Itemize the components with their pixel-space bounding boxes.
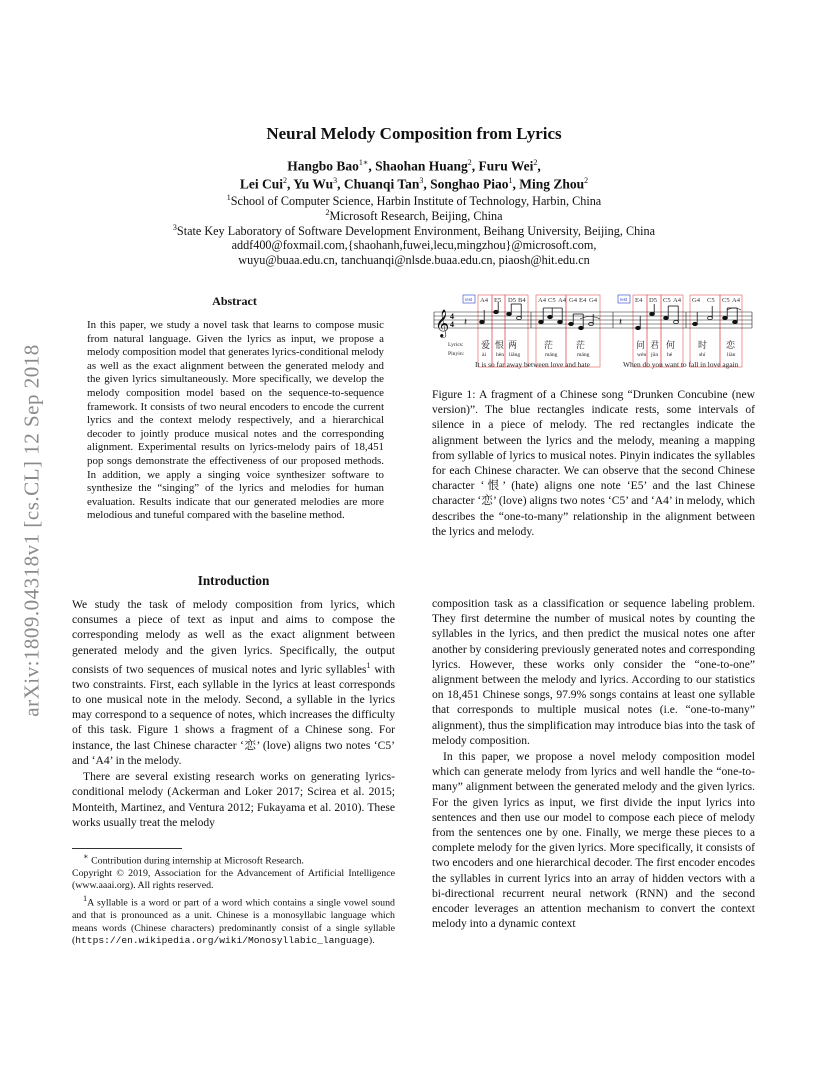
author-affiliation-mark: 2 <box>467 158 472 167</box>
lyric-character: 恋 <box>726 341 736 351</box>
note-label: A4 <box>538 297 547 304</box>
note-label: A4 <box>732 297 741 304</box>
translation-2: When do you want to fall in love again <box>623 360 739 369</box>
footnote-ref-1[interactable]: 1 <box>366 660 371 670</box>
translation-1: It is so far away between love and hate <box>475 360 590 369</box>
time-signature-bottom: 4 <box>450 320 454 329</box>
authors-line-1: Hangbo Bao$^{1∗}$, Shaohan Huang$^2$, Furu Wei$^2$, <box>287 158 541 174</box>
rest-label-1: rest <box>465 297 472 302</box>
lyrics-label: Lyrics: <box>448 342 464 348</box>
lyric-character: 恨 <box>495 341 505 351</box>
left-column-text <box>72 597 395 831</box>
intro-paragraph-2: There are several existing research works on generating lyrics-conditional melody (Ackerman and Loker 2017; Scirea et al. 2015; Monteith, Martinez, and Ventura 2012; Fukayama et al. 2010). These works usually treat the melody <box>72 770 395 829</box>
note-label: C5 <box>663 297 671 304</box>
intro-paragraph-3: composition task as a classification or sequence labeling problem. They first determine the number of musical notes by counting the syllables in the lyrics, and then predict the musical notes one after another by considering previously generated notes and corresponding lyrics. However, these works only consider the “one-to-one” alignment between the melody and lyrics. According to our statistics on 18,451 Chinese songs, 97.9% songs contains at least one syllable that corresponds to multiple musical notes (i.e. “one-to-many” alignment), thus the simplification may introduce bias into the task of melody composition. <box>432 597 755 747</box>
note-labels-group-2 <box>635 297 741 304</box>
pinyin-syllable: shí <box>699 352 706 358</box>
lyric-character: 茫 <box>576 341 586 351</box>
copyright-notice: Copyright © 2019, Association for the Advancement of Artificial Intelligence (www.aaai.org). All rights reserved. <box>72 867 395 892</box>
right-column-text <box>432 596 755 932</box>
note-label: E4 <box>579 297 587 304</box>
arxiv-id-text: arXiv:1809.04318v1 [cs.CL] 12 Sep 2018 <box>19 343 44 717</box>
pinyin-label: Pinyin: <box>448 351 465 357</box>
note-label: C5 <box>548 297 556 304</box>
lyric-character: 问 <box>636 341 646 351</box>
author-affiliation-mark: 3 <box>333 176 338 185</box>
figure-1 <box>430 292 760 374</box>
pinyin-syllable: liǎng <box>509 352 521 358</box>
pinyin-syllable: hé <box>667 352 673 358</box>
note-label: A4 <box>480 297 489 304</box>
intro-paragraph-4: In this paper, we propose a novel melody composition model which can generate melody from lyrics and well handle the “one-to-many” alignment between the generated melody and the given lyrics. For the given lyrics as input, we first divide the input lyrics into sentences and then use our model to compose each piece of melody from the sentences one by one. Finally, we merge these pieces to a complete melody for the given lyrics. More specifically, it consists of two encoders and one hierarchical decoder. The first encoder encodes the syllables in current lyrics into an array of hidden vectors with a bi-directional recurrent neural network (RNN) and the second encoder leverages an attention mechanism to convert the context melody into a dynamic context <box>432 750 755 931</box>
pinyin-syllable: wèn <box>637 352 647 358</box>
paper-title: Neural Melody Composition from Lyrics <box>266 124 562 143</box>
note-label: D5 <box>649 297 658 304</box>
note-label: A4 <box>673 297 682 304</box>
section-heading-introduction: Introduction <box>197 573 270 588</box>
time-signature-top: 4 <box>450 312 454 321</box>
footnote-rule <box>72 848 182 849</box>
author-name: Ming Zhou <box>519 176 585 192</box>
affiliation-3: $^3$State Key Laboratory of Software Development Environment, Beihang University, Beijing, China <box>172 223 656 239</box>
author-name: Shaohan Huang <box>375 158 468 174</box>
pinyin-syllable: jūn <box>651 352 659 358</box>
author-affiliation-mark: 2 <box>282 176 287 185</box>
pinyin-syllable: máng <box>545 352 558 358</box>
footnote-star: ∗ Contribution during internship at Microsoft Research. <box>83 852 304 867</box>
rest-label-2: rest <box>620 297 627 302</box>
treble-clef-icon: 𝄞 <box>435 309 450 337</box>
pinyin-syllable: hèn <box>496 352 505 358</box>
lyric-character: 两 <box>508 341 518 351</box>
figure-1-graphic <box>430 292 760 374</box>
lyrics-group-2 <box>636 339 736 358</box>
note-label: A4 <box>558 297 567 304</box>
email-line-1: addf400@foxmail.com,{shaohanh,fuwei,lecu,mingzhou}@microsoft.com, <box>231 238 597 252</box>
pinyin-syllable: liàn <box>727 352 736 358</box>
note-label: C5 <box>722 297 730 304</box>
lyric-character: 君 <box>650 341 660 351</box>
author-name: Furu Wei <box>478 158 534 174</box>
affiliation-1: $^1$School of Computer Science, Harbin Institute of Technology, Harbin, China <box>226 193 602 209</box>
footnote-1-link[interactable]: https://en.wikipedia.org/wiki/Monosyllabic_language <box>75 935 369 947</box>
note-labels-group-1 <box>480 297 598 304</box>
authors-line-2: Lei Cui$^2$, Yu Wu$^3$, Chuanqi Tan$^3$, Songhao Piao$^1$, Ming Zhou$^2$ <box>239 176 589 192</box>
abstract-body: In this paper, we study a novel task that learns to compose music from natural language. Given the lyrics as input, we propose a melody composition model that generates lyrics-conditional melody as well as the exact alignment between the generated melody and the given lyrics simultaneously. More specifically, we develop the melody composition model based on the sequence-to-sequence framework. It consists of two neural encoders to encode the current lyrics and the context melody respectively, and a hierarchical decoder to jointly produce musical notes and the corresponding alignment. Experimental results on lyrics-melody pairs of 18,451 pop songs demonstrate the effectiveness of our proposed methods. In addition, we apply a singing voice synthesizer software to synthesize the “singing” of the lyrics and melodies for human evaluation. Results indicate that our generated melodies are more melodious and tuneful compared with the baseline method. <box>87 319 385 522</box>
author-name: Chuanqi Tan <box>343 176 420 192</box>
lyric-character: 茫 <box>544 341 554 351</box>
author-name: Yu Wu <box>293 176 334 192</box>
author-affiliation-mark: 3 <box>419 176 424 185</box>
author-affiliation-mark: 2 <box>533 158 538 167</box>
note-label: G4 <box>589 297 598 304</box>
footnote-1: $^1$A syllable is a word or part of a word which contains a single vowel sound and that is pronounced as a unit. Chinese is a monosyllabic language which means words (Chinese characters) predominantly consist of a single syllable (https://en.wikipedia.org/wiki/Monosyllabic_language). <box>72 894 395 947</box>
author-affiliation-mark: 2 <box>584 176 589 185</box>
author-affiliation-mark: 1∗ <box>358 158 369 167</box>
note-label: G4 <box>692 297 701 304</box>
intro-paragraph-1: We study the task of melody composition from lyrics, which consumes a piece of text as input and aims to compose the corresponding melody as well as the exact alignment between generated melody and the given lyrics. Specifically, the output consists of two sequences of musical notes and lyric syllables$^1$ with two constraints. First, each syllable in the lyrics at least corresponds to one musical note in the melody. Second, a syllable in the lyrics may correspond to a sequence of notes, which increases the difficulty of this task. Figure 1 shows a fragment of a Chinese song. For instance, the last Chinese character ‘恋’ (love) aligns two notes ‘C5’ and ‘A4’ in the melody. <box>72 598 395 767</box>
rest-symbol-icon-2: 𝄽 <box>619 317 623 328</box>
pinyin-syllable: ài <box>482 352 487 358</box>
author-name: Songhao Piao <box>430 176 509 192</box>
lyric-character: 爱 <box>481 341 491 351</box>
lyrics-group-1 <box>481 339 590 358</box>
note-label: G4 <box>569 297 578 304</box>
pinyin-syllable: máng <box>577 352 590 358</box>
author-affiliation-mark: 1 <box>508 176 513 185</box>
note-label: B4 <box>518 297 526 304</box>
arxiv-identifier <box>14 285 50 775</box>
lyric-character: 何 <box>666 341 676 351</box>
rest-symbol-icon: 𝄽 <box>464 317 468 328</box>
figure-1-caption: Figure 1: A fragment of a Chinese song “Drunken Concubine (new version)”. The blue rectangles indicate rests, some intervals of silence in a piece of melody. The red rectangles indicate the alignment between the lyrics and the melody, meaning a mapping from syllable of lyrics to musical notes. Pinyin indicates the syllables for each Chinese character. We can observe that the second Chinese character ‘恨’ (hate) aligns one note ‘E5’ and the last Chinese character ‘恋’ (love) aligns two notes ‘C5’ and ‘A4’ in melody, which describes the “one-to-many” relationship in the alignment between the lyrics and melody. <box>432 388 755 538</box>
affiliation-2: $^2$Microsoft Research, Beijing, China <box>325 208 503 224</box>
note-label: C5 <box>707 297 715 304</box>
footnotes <box>72 851 395 948</box>
lyric-character: 时 <box>698 341 708 351</box>
note-label: E5 <box>494 297 502 304</box>
abstract-heading: Abstract <box>212 294 257 308</box>
author-name: Hangbo Bao <box>287 158 359 174</box>
author-name: Lei Cui <box>239 176 283 192</box>
note-label: E4 <box>635 297 643 304</box>
note-label: D5 <box>508 297 517 304</box>
email-line-2: wuyu@buaa.edu.cn, tanchuanqi@nlsde.buaa.edu.cn, piaosh@hit.edu.cn <box>238 253 590 267</box>
